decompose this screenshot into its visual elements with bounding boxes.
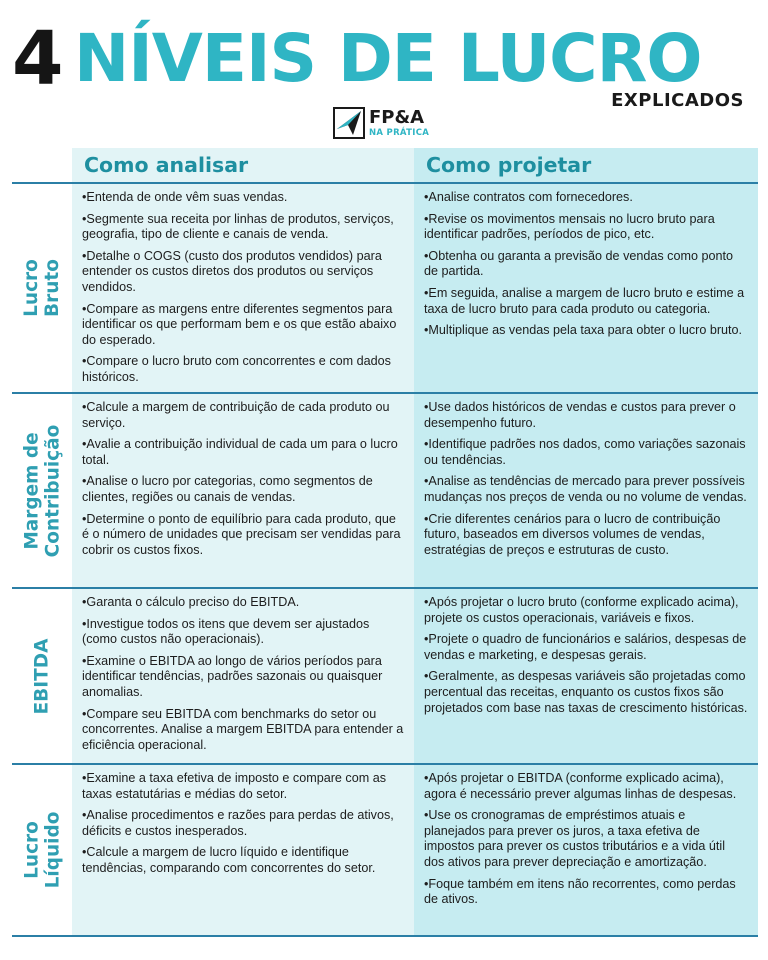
- cell-ebitda-project: [414, 587, 758, 763]
- brand-logo: [333, 106, 429, 140]
- list-item: • Foque também em itens não recorrentes, como perdas de ativos.: [424, 877, 748, 908]
- list-item: • Analise contratos com fornecedores.: [424, 190, 748, 206]
- cell-ebitda-analyze: [72, 587, 414, 763]
- list-item: • Revise os movimentos mensais no lucro bruto para identificar padrões, períodos de pico, etc.: [424, 212, 748, 243]
- cell-margem-project: [414, 392, 758, 587]
- list-item: • Crie diferentes cenários para o lucro de contribuição futuro, baseados em diversos volumes de vendas, estratégias de preços e estruturas de custo.: [424, 512, 748, 559]
- list-item: • Calcule a margem de lucro líquido e identifique tendências, comparando com concorrentes do setor.: [82, 845, 404, 876]
- list-item: • Examine o EBITDA ao longo de vários períodos para identificar tendências, padrões sazonais ou quaisquer anomalias.: [82, 654, 404, 701]
- row-label-ebitda: EBITDA: [12, 587, 72, 763]
- profit-levels-table: [12, 148, 758, 935]
- list-item: • Projete o quadro de funcionários e salários, despesas de vendas e marketing, e despesas gerais.: [424, 632, 748, 663]
- list-item: • Após projetar o EBITDA (conforme explicado acima), agora é necessário prever algumas linhas de despesas.: [424, 771, 748, 802]
- cell-lucro-bruto-analyze: [72, 182, 414, 392]
- list-item: • Avalie a contribuição individual de cada um para o lucro total.: [82, 437, 404, 468]
- list-item: • Segmente sua receita por linhas de produtos, serviços, geografia, tipo de cliente e canais de venda.: [82, 212, 404, 243]
- list-item: • Compare as margens entre diferentes segmentos para identificar os que performam bem e os que estão abaixo do esperado.: [82, 302, 404, 349]
- list-item: • Após projetar o lucro bruto (conforme explicado acima), projete os custos operacionais, variáveis e fixos.: [424, 595, 748, 626]
- column-header-project: Como projetar: [414, 148, 758, 182]
- list-item: • Investigue todos os itens que devem ser ajustados (como custos não operacionais).: [82, 617, 404, 648]
- table-bottom-border: [12, 935, 758, 937]
- row-label-lucro-liquido: Lucro Líquido: [12, 763, 72, 935]
- cell-margem-analyze: [72, 392, 414, 587]
- list-item: • Examine a taxa efetiva de imposto e compare com as taxas estatutárias e médias do setor.: [82, 771, 404, 802]
- list-item: • Compare seu EBITDA com benchmarks do setor ou concorrentes. Analise a margem EBITDA para entender a eficiência operacional.: [82, 707, 404, 754]
- list-item: • Obtenha ou garanta a previsão de vendas como ponto de partida.: [424, 249, 748, 280]
- list-item: • Use dados históricos de vendas e custos para prever o desempenho futuro.: [424, 400, 748, 431]
- list-item: • Use os cronogramas de empréstimos atuais e planejados para prever os juros, a taxa efetiva de impostos para prever os custos tributários e a vida útil dos ativos para prever depreciação e amortização.: [424, 808, 748, 870]
- list-item: • Compare o lucro bruto com concorrentes e com dados históricos.: [82, 354, 404, 385]
- list-item: • Analise as tendências de mercado para prever possíveis mudanças nos preços de venda ou no volume de vendas.: [424, 474, 748, 505]
- page-title: NÍVEIS DE LUCRO: [74, 20, 702, 97]
- list-item: • Detalhe o COGS (custo dos produtos vendidos) para entender os custos diretos dos produtos ou serviços vendidos.: [82, 249, 404, 296]
- paper-plane-icon: [333, 107, 365, 139]
- logo-name: FP&A: [369, 106, 425, 128]
- list-item: • Identifique padrões nos dados, como variações sazonais ou tendências.: [424, 437, 748, 468]
- page-subtitle: EXPLICADOS: [611, 90, 744, 111]
- column-header-analyze: Como analisar: [72, 148, 414, 182]
- list-item: • Analise procedimentos e razões para perdas de ativos, déficits e custos inesperados.: [82, 808, 404, 839]
- cell-lucro-bruto-project: [414, 182, 758, 392]
- list-item: • Multiplique as vendas pela taxa para obter o lucro bruto.: [424, 323, 748, 339]
- cell-lucro-liquido-project: [414, 763, 758, 935]
- header: [0, 0, 768, 150]
- list-item: • Entenda de onde vêm suas vendas.: [82, 190, 404, 206]
- list-item: • Em seguida, analise a margem de lucro bruto e estime a taxa de lucro bruto para cada produto ou categoria.: [424, 286, 748, 317]
- row-label-lucro-bruto: Lucro Bruto: [12, 182, 72, 392]
- cell-lucro-liquido-analyze: [72, 763, 414, 935]
- list-item: • Garanta o cálculo preciso do EBITDA.: [82, 595, 404, 611]
- list-item: • Analise o lucro por categorias, como segmentos de clientes, regiões ou canais de vendas.: [82, 474, 404, 505]
- list-item: • Calcule a margem de contribuição de cada produto ou serviço.: [82, 400, 404, 431]
- logo-tagline: NA PRÁTICA: [369, 127, 430, 138]
- corner-cell: [12, 148, 72, 182]
- title-number: 4: [12, 16, 62, 102]
- row-label-margem-contribuicao: Margem de Contribuição: [12, 392, 72, 587]
- list-item: • Geralmente, as despesas variáveis são projetadas como percentual das receitas, enquanto os custos fixos são projetados com base nas taxas de crescimento históricas.: [424, 669, 748, 716]
- list-item: • Determine o ponto de equilíbrio para cada produto, que é o número de unidades que precisam ser vendidas para cobrir os custos fixos.: [82, 512, 404, 559]
